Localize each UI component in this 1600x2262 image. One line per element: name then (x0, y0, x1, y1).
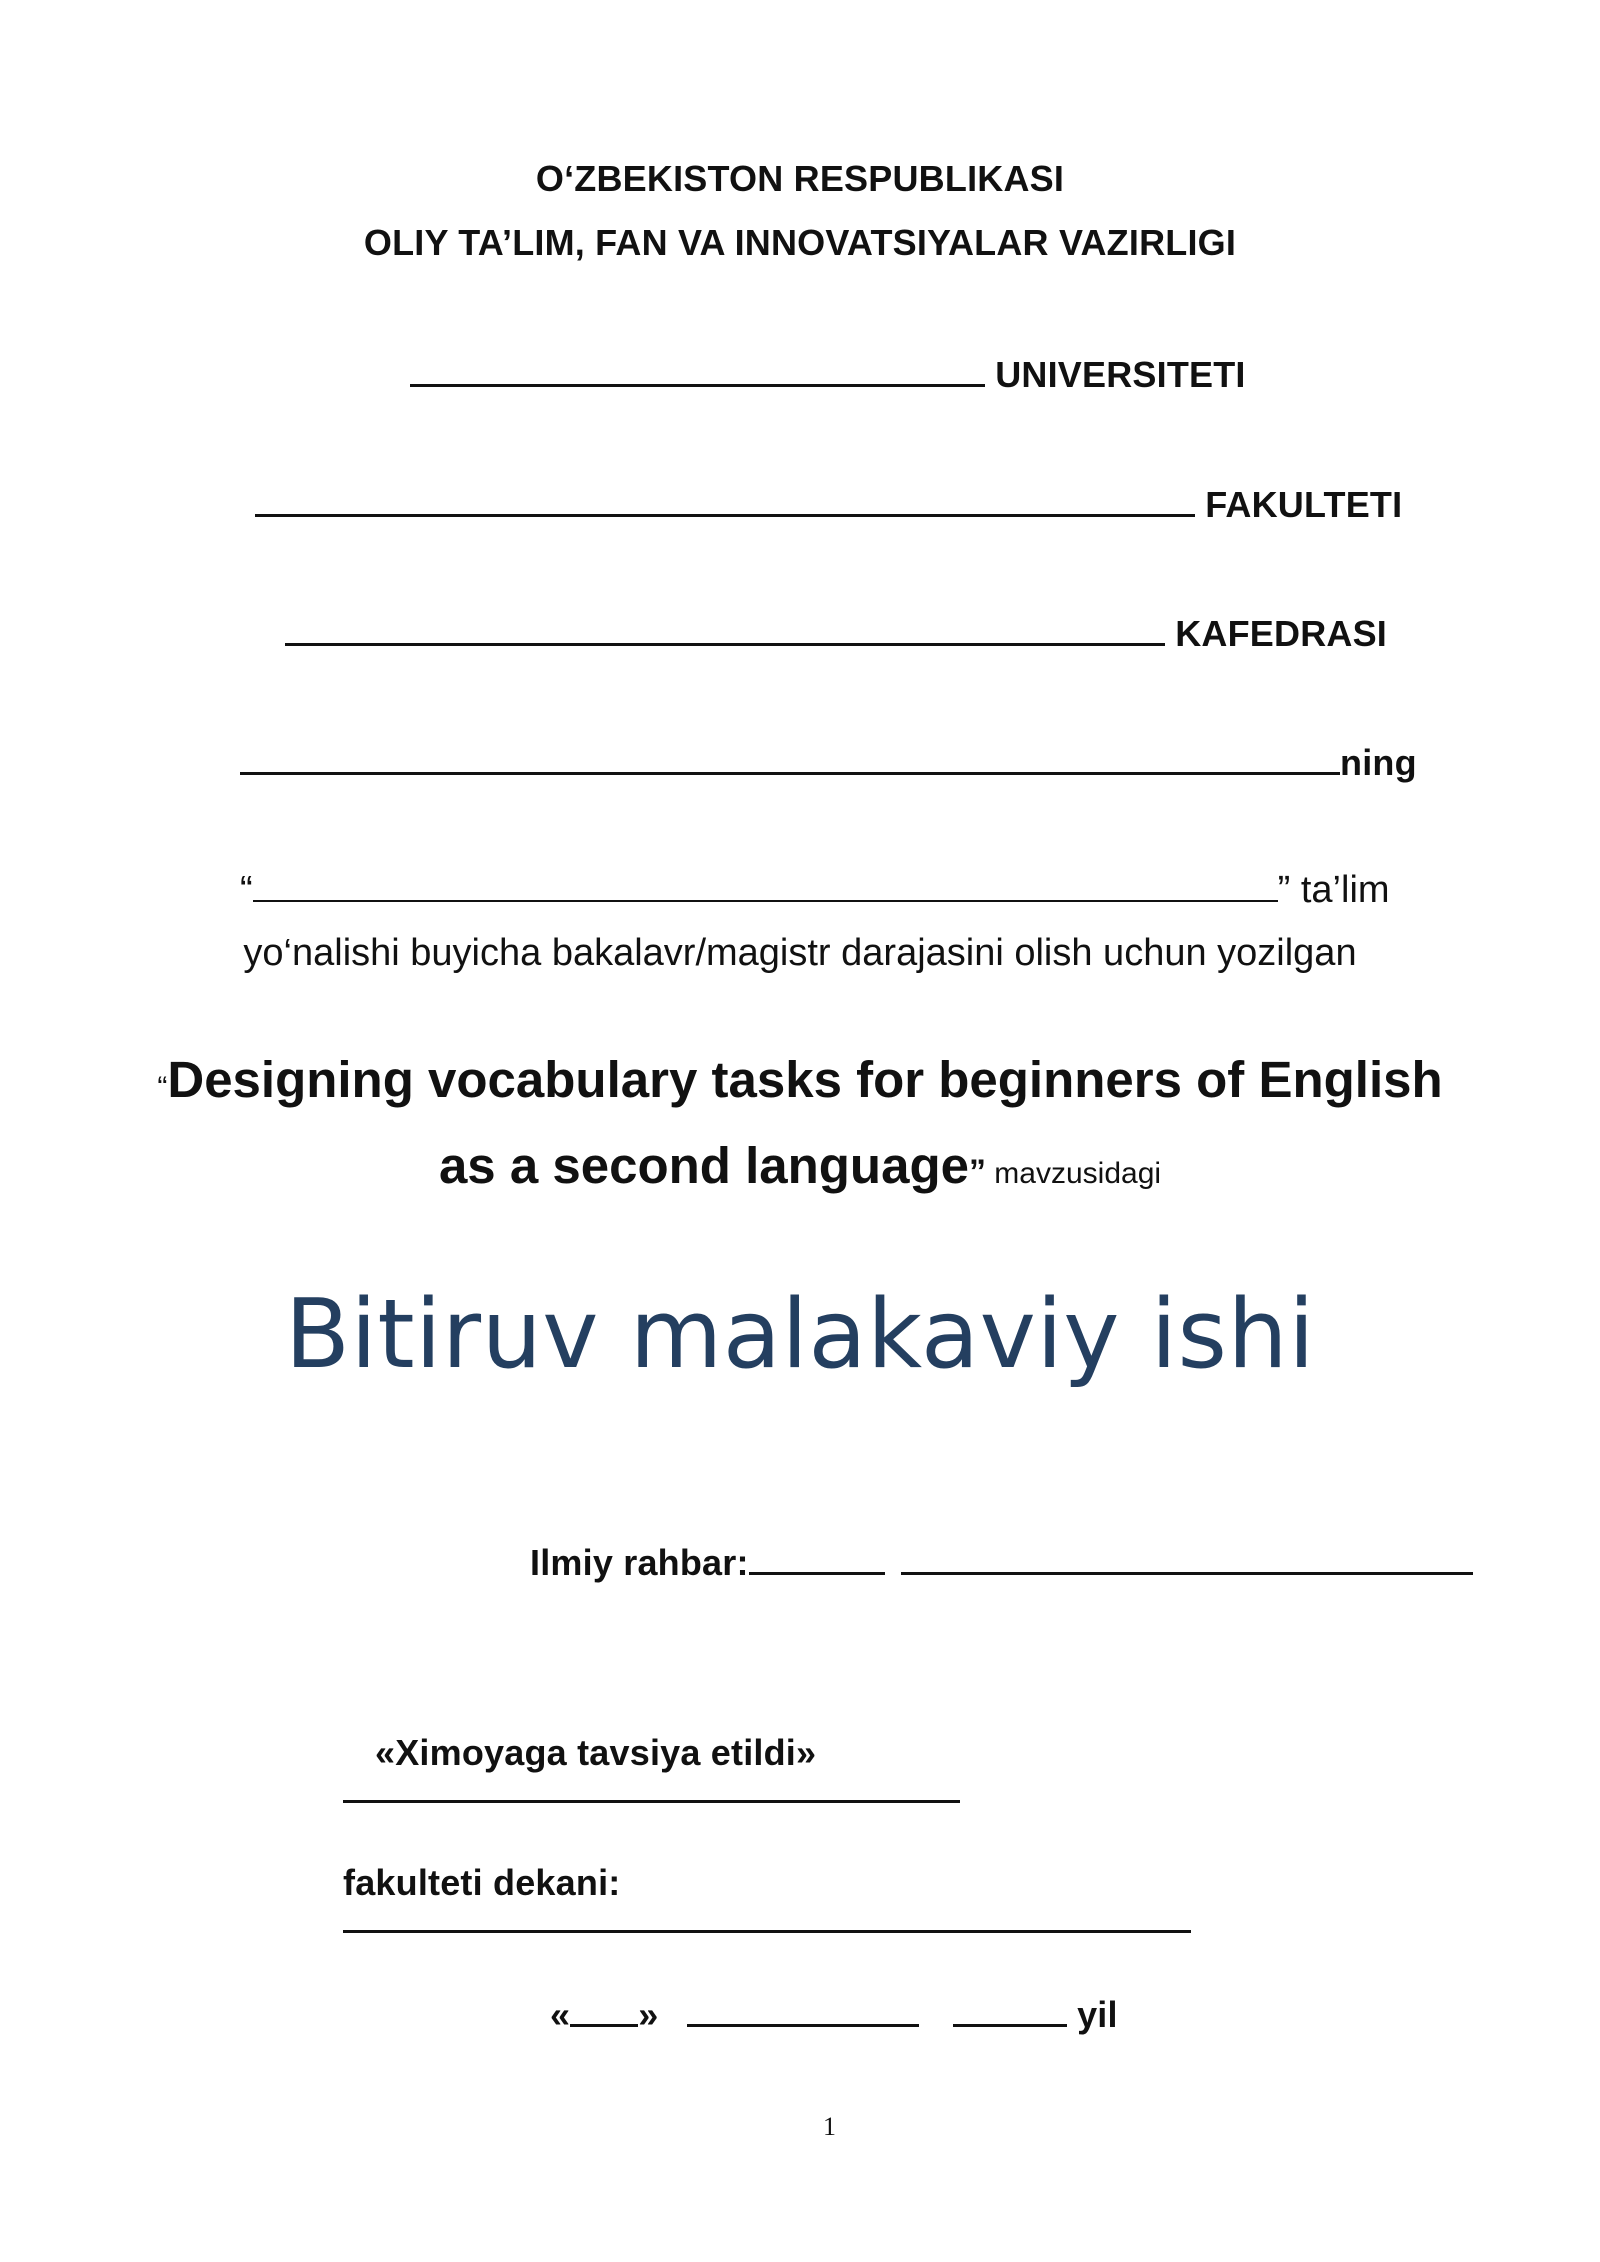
date-year-blank (953, 1990, 1067, 2027)
department-blank (285, 609, 1165, 646)
supervisor-field (530, 1538, 1473, 1584)
supervisor-name-blank (901, 1538, 1473, 1575)
date-field (550, 1990, 1118, 2036)
direction-blank (253, 866, 1278, 902)
topic-suffix: mavzusidagi (985, 1157, 1162, 1190)
faculty-blank (255, 480, 1195, 517)
university-label: UNIVERSITETI (995, 354, 1246, 395)
ministry-country: O‘ZBEKISTON RESPUBLIKASI (535, 158, 1065, 199)
supervisor-signature-blank (749, 1538, 885, 1575)
date-close: » (638, 1994, 659, 2035)
page-number: 1 (823, 2112, 836, 2141)
date-day-blank (570, 1990, 638, 2027)
date-month-blank (687, 1990, 919, 2027)
ministry-name: OLIY TA’LIM, FAN VA INNOVATSIYALAR VAZIRLIGI (363, 222, 1237, 263)
direction-field (240, 866, 1390, 912)
degree-text: yo‘nalishi buyicha bakalavr/magistr darajasini olish uchun yozilgan (243, 932, 1357, 974)
date-open: « (550, 1994, 571, 2035)
student-field (240, 738, 1417, 784)
department-field (285, 609, 1387, 655)
direction-suffix: ” ta’lim (1277, 869, 1390, 911)
direction-open-quote: “ (240, 869, 253, 911)
department-label: KAFEDRASI (1175, 613, 1388, 654)
topic-line-1 (0, 1050, 1600, 1109)
faculty-field (255, 480, 1402, 526)
topic-title-part2: as a second language (438, 1137, 969, 1194)
dean-label: fakulteti dekani: (343, 1862, 621, 1903)
student-blank (240, 738, 1340, 775)
year-label: yil (1077, 1994, 1118, 2035)
supervisor-label: Ilmiy rahbar: (530, 1542, 749, 1583)
topic-close-quote: ” (968, 1153, 986, 1191)
university-blank (410, 350, 985, 387)
faculty-label: FAKULTETI (1205, 484, 1403, 525)
work-type-title: Bitiruv malakaviy ishi (284, 1280, 1316, 1390)
topic-line-2 (0, 1136, 1600, 1195)
topic-open-quote: “ (157, 1071, 168, 1104)
dean-name-blank (343, 1930, 1191, 1933)
topic-title-part1: Designing vocabulary tasks for beginners of English (167, 1051, 1443, 1108)
student-suffix: ning (1340, 742, 1417, 783)
recommendation-label: «Ximoyaga tavsiya etildi» (375, 1732, 817, 1773)
university-field (410, 350, 1246, 396)
faculty-name-blank (343, 1800, 960, 1803)
